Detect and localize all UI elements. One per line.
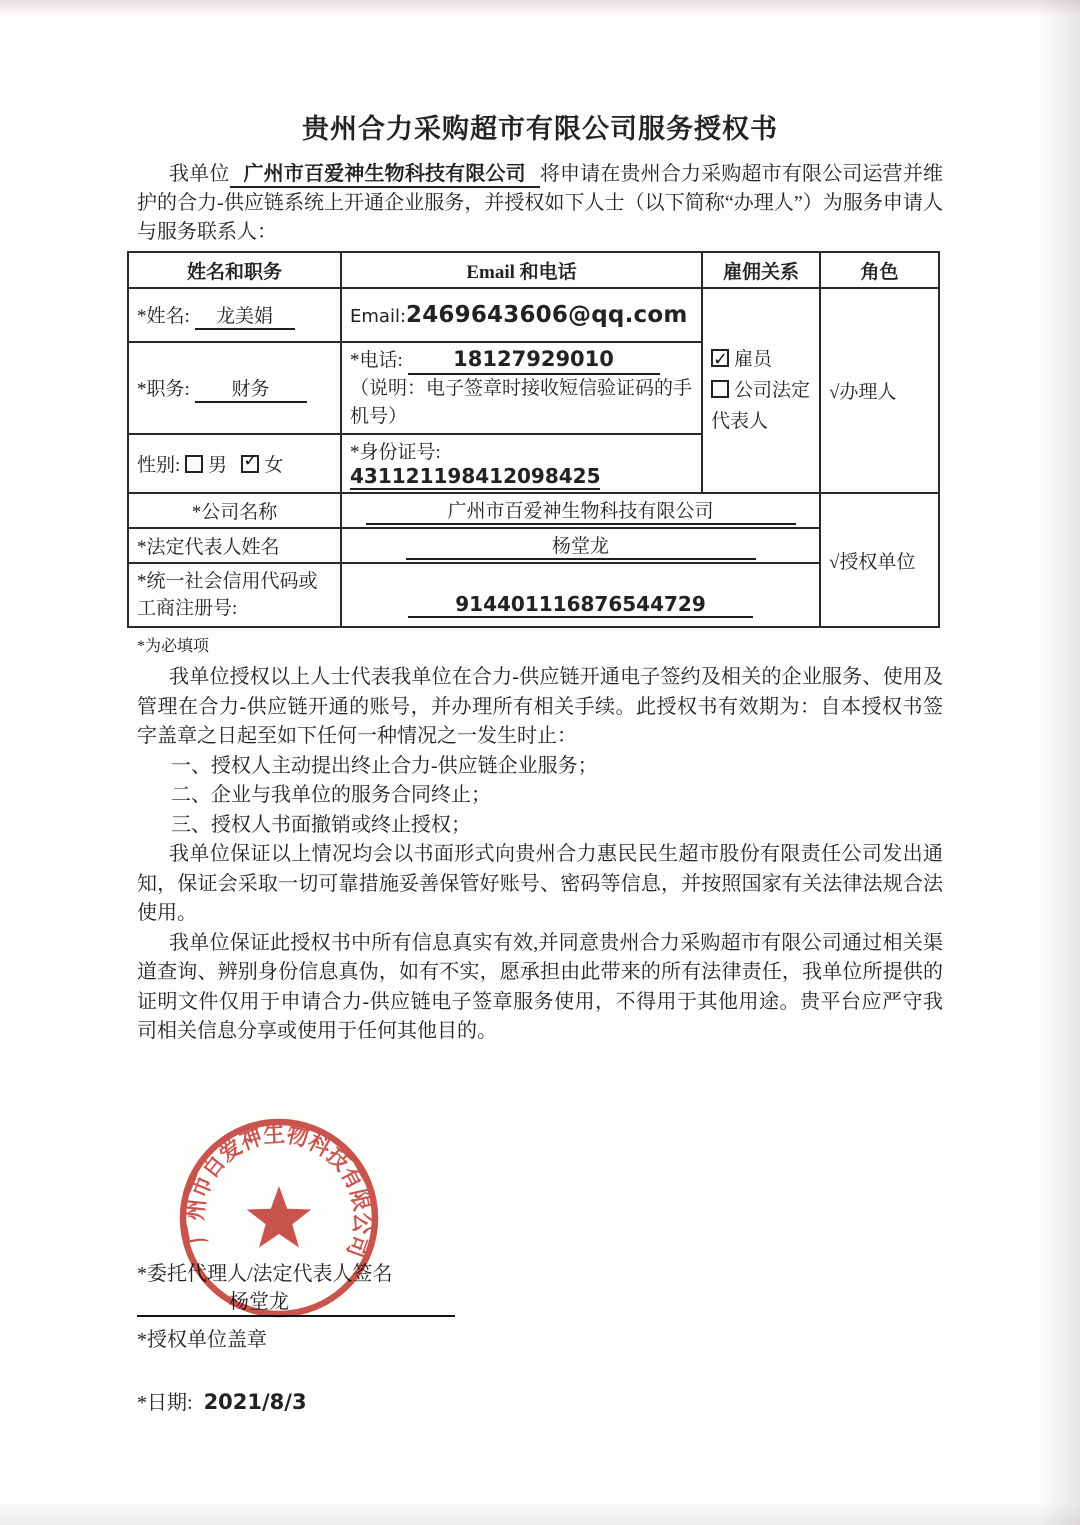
date-value: 2021/8/3 — [203, 1389, 307, 1414]
phone-cell — [341, 342, 702, 434]
seal-company-text: 广州市百爱神生物科技有限公司 — [181, 1120, 377, 1265]
required-fields-note: *为必填项 — [137, 638, 210, 655]
checkbox-unchecked-icon — [711, 380, 729, 398]
phone-note: （说明：电子签章时接收短信验证码的手机号） — [350, 378, 693, 427]
company-name-value-cell — [341, 493, 820, 528]
role-handler-cell: √办理人 — [820, 288, 939, 493]
intro-suffix: 将申请在贵州合力采购超市有限公司运营并维护的合力-供应链系统上开通企业服务，并授权如下人士（以下简称“办理人”）为服务申请人与服务联系人： — [137, 163, 944, 243]
credit-code-value-cell — [341, 563, 820, 627]
termination-item-1: 一、授权人主动提出终止合力-供应链企业服务； — [171, 754, 598, 777]
intro-company-name-underlined: 广州市百爱神生物科技有限公司 — [230, 163, 540, 188]
scan-edge-bottom — [0, 1501, 1080, 1525]
legal-rep-value: 杨堂龙 — [406, 531, 756, 560]
name-value: 龙美娟 — [195, 301, 295, 330]
company-name-value: 广州市百爱神生物科技有限公司 — [366, 496, 796, 525]
name-label: *姓名: — [137, 305, 190, 327]
scan-edge-right — [1038, 0, 1080, 1525]
paragraph-authenticity: 我单位保证此授权书中所有信息真实有效,并同意贵州合力采购超市有限公司通过相关渠道查询、辨别身份信息真伪，如有不实，愿承担由此带来的所有法律责任，我单位所提供的证明文件仅用于申请合力-供应链电子签章服务使用，不得用于其他用途。贵平台应严守我司相关信息分享或使用于任何其他目的。 — [137, 931, 943, 1042]
termination-item-3: 三、授权人书面撤销或终止授权； — [171, 813, 471, 836]
email-label: Email: — [350, 306, 407, 327]
termination-item-2: 二、企业与我单位的服务合同终止； — [171, 784, 491, 806]
phone-value: 18127929010 — [408, 345, 660, 375]
checkbox-checked-icon — [711, 349, 729, 367]
gender-cell — [128, 434, 341, 493]
header-role: 角色 — [820, 252, 939, 288]
authorization-form-table — [127, 251, 940, 628]
paragraph-guarantee: 我单位保证以上情况均会以书面形式向贵州合力惠民民生超市股份有限责任公司发出通知，保证会采取一切可靠措施妥善保管好账号、密码等信息，并按照国家有关法律法规合法使用。 — [137, 843, 943, 924]
agent-signature-name: 杨堂龙 — [229, 1290, 289, 1313]
gender-female-label: 女 — [264, 455, 284, 476]
document-body-text — [137, 663, 943, 1047]
role-authorizer-cell: √授权单位 — [820, 493, 939, 627]
legal-rep-label-cell: *法定代表人姓名 — [128, 528, 341, 563]
credit-code-value: 914401116876544729 — [408, 592, 753, 618]
checkbox-unchecked-icon — [185, 455, 203, 473]
table-row — [128, 493, 939, 528]
table-header-row — [128, 252, 939, 288]
email-value: 2469643606@qq.com — [406, 302, 688, 328]
employment-cell — [702, 288, 820, 493]
seal-label: *授权单位盖章 — [137, 1328, 267, 1351]
employment-option-legal-rep — [711, 375, 811, 437]
agent-signature-label: *委托代理人/法定代表人签名 — [137, 1262, 393, 1285]
phone-line — [350, 345, 693, 375]
document-title: 贵州合力采购超市有限公司服务授权书 — [302, 114, 778, 144]
credit-code-label-cell: *统一社会信用代码或工商注册号: — [128, 563, 341, 627]
intro-paragraph — [137, 160, 943, 247]
id-label: *身份证号: — [350, 442, 441, 463]
gender-label: 性别: — [137, 455, 181, 476]
table-row — [128, 563, 939, 627]
employee-label: 雇员 — [734, 349, 773, 370]
phone-label: *电话: — [350, 350, 403, 371]
legal-rep-value-cell — [341, 528, 820, 563]
id-value: 431121198412098425 — [350, 464, 601, 488]
table-row — [128, 528, 939, 563]
company-seal-stamp — [173, 1112, 385, 1324]
legal-rep-label: 公司法定代表人 — [711, 380, 811, 432]
date-line — [137, 1388, 943, 1418]
header-employment: 雇佣关系 — [702, 252, 820, 288]
duty-value: 财务 — [195, 374, 307, 403]
gender-male-label: 男 — [208, 455, 228, 476]
company-name-label-cell: *公司名称 — [128, 493, 341, 528]
seal-star-icon — [247, 1186, 312, 1248]
email-cell — [341, 288, 702, 342]
duty-cell — [128, 342, 341, 434]
employment-option-employee — [711, 344, 811, 375]
header-name-title: 姓名和职务 — [128, 252, 341, 288]
id-number-cell — [341, 434, 702, 493]
duty-label: *职务: — [137, 378, 190, 400]
name-cell — [128, 288, 341, 342]
table-row — [128, 288, 939, 342]
checkbox-checked-icon — [241, 455, 259, 473]
header-email-phone: Email 和电话 — [341, 252, 702, 288]
paragraph-validity: 我单位授权以上人士代表我单位在合力-供应链开通电子签约及相关的企业服务、使用及管理在合力-供应链开通的账号，并办理所有相关手续。此授权书有效期为：自本授权书签字盖章之日起至如下任何一种情况之一发生时止： — [137, 666, 943, 747]
intro-prefix: 我单位 — [169, 163, 230, 185]
date-label: *日期: — [137, 1391, 193, 1414]
